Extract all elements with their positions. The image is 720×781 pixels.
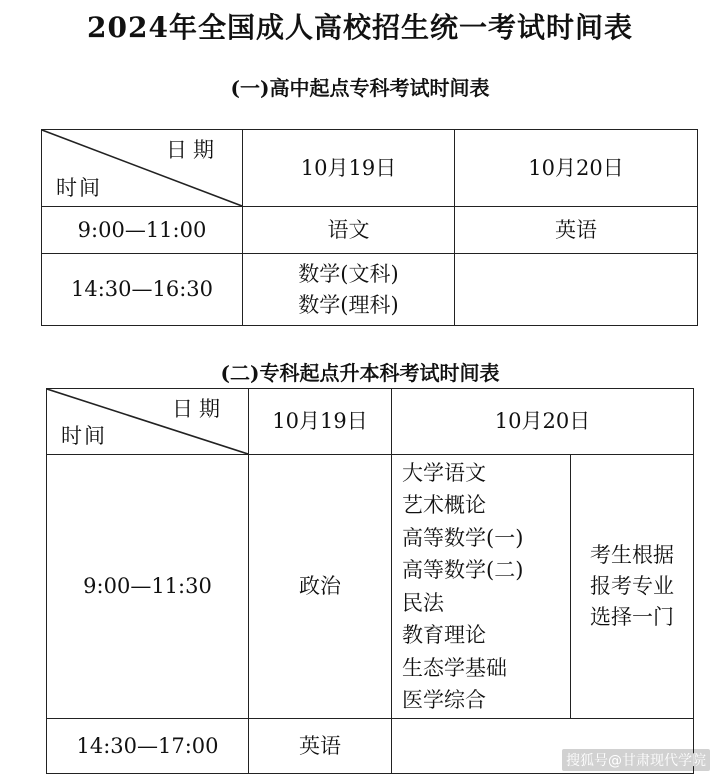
subject-item: 数学(理科) bbox=[298, 292, 399, 317]
subject-cell: 语文 bbox=[243, 207, 455, 254]
table-header-row bbox=[47, 389, 694, 455]
page-title: 2024年全国成人高校招生统一考试时间表 bbox=[87, 11, 633, 44]
section2-title: (二)专科起点升本科考试时间表 bbox=[220, 361, 500, 385]
watermark: 搜狐号@甘肃现代学院 bbox=[562, 749, 710, 771]
subject-cell: 政治 bbox=[249, 455, 392, 719]
subject-cell: 英语 bbox=[455, 207, 698, 254]
subject-cell bbox=[243, 254, 455, 326]
diagonal-header-cell bbox=[47, 389, 249, 455]
schedule-table-1 bbox=[41, 129, 698, 326]
table-row bbox=[42, 207, 698, 254]
diagonal-header-cell bbox=[42, 130, 243, 207]
time-cell: 9:00—11:30 bbox=[47, 455, 249, 719]
day2-header: 10月20日 bbox=[392, 389, 694, 455]
time-cell: 14:30—17:00 bbox=[47, 719, 249, 774]
time-label: 时间 bbox=[56, 175, 102, 200]
note-cell bbox=[571, 455, 694, 719]
note-line: 报考专业 bbox=[590, 574, 674, 598]
schedule-table-2 bbox=[46, 388, 694, 774]
note-line: 选择一门 bbox=[590, 605, 674, 629]
list-item: 高等数学(一) bbox=[402, 525, 524, 550]
list-item: 医学综合 bbox=[402, 688, 486, 712]
date-label: 日期 bbox=[172, 397, 226, 421]
list-item: 大学语文 bbox=[402, 460, 486, 485]
empty-cell bbox=[455, 254, 698, 326]
time-cell: 14:30—16:30 bbox=[42, 254, 243, 326]
subject-cell: 英语 bbox=[249, 719, 392, 774]
note-line: 考生根据 bbox=[590, 543, 674, 567]
table-header-row bbox=[42, 130, 698, 207]
list-item: 生态学基础 bbox=[402, 655, 507, 680]
subject-item: 数学(文科) bbox=[298, 261, 399, 286]
subject-list-cell bbox=[392, 455, 571, 719]
time-label: 时间 bbox=[61, 423, 107, 448]
day1-header: 10月19日 bbox=[243, 130, 455, 207]
list-item: 艺术概论 bbox=[402, 493, 486, 517]
list-item: 教育理论 bbox=[402, 623, 486, 647]
section1-title: (一)高中起点专科考试时间表 bbox=[230, 76, 490, 100]
table-row bbox=[42, 254, 698, 326]
date-label: 日期 bbox=[166, 138, 220, 162]
day1-header: 10月19日 bbox=[249, 389, 392, 455]
day2-header: 10月20日 bbox=[455, 130, 698, 207]
time-cell: 9:00—11:00 bbox=[42, 207, 243, 254]
list-item: 民法 bbox=[402, 590, 444, 615]
list-item: 高等数学(二) bbox=[402, 558, 524, 582]
table-row bbox=[47, 455, 694, 719]
